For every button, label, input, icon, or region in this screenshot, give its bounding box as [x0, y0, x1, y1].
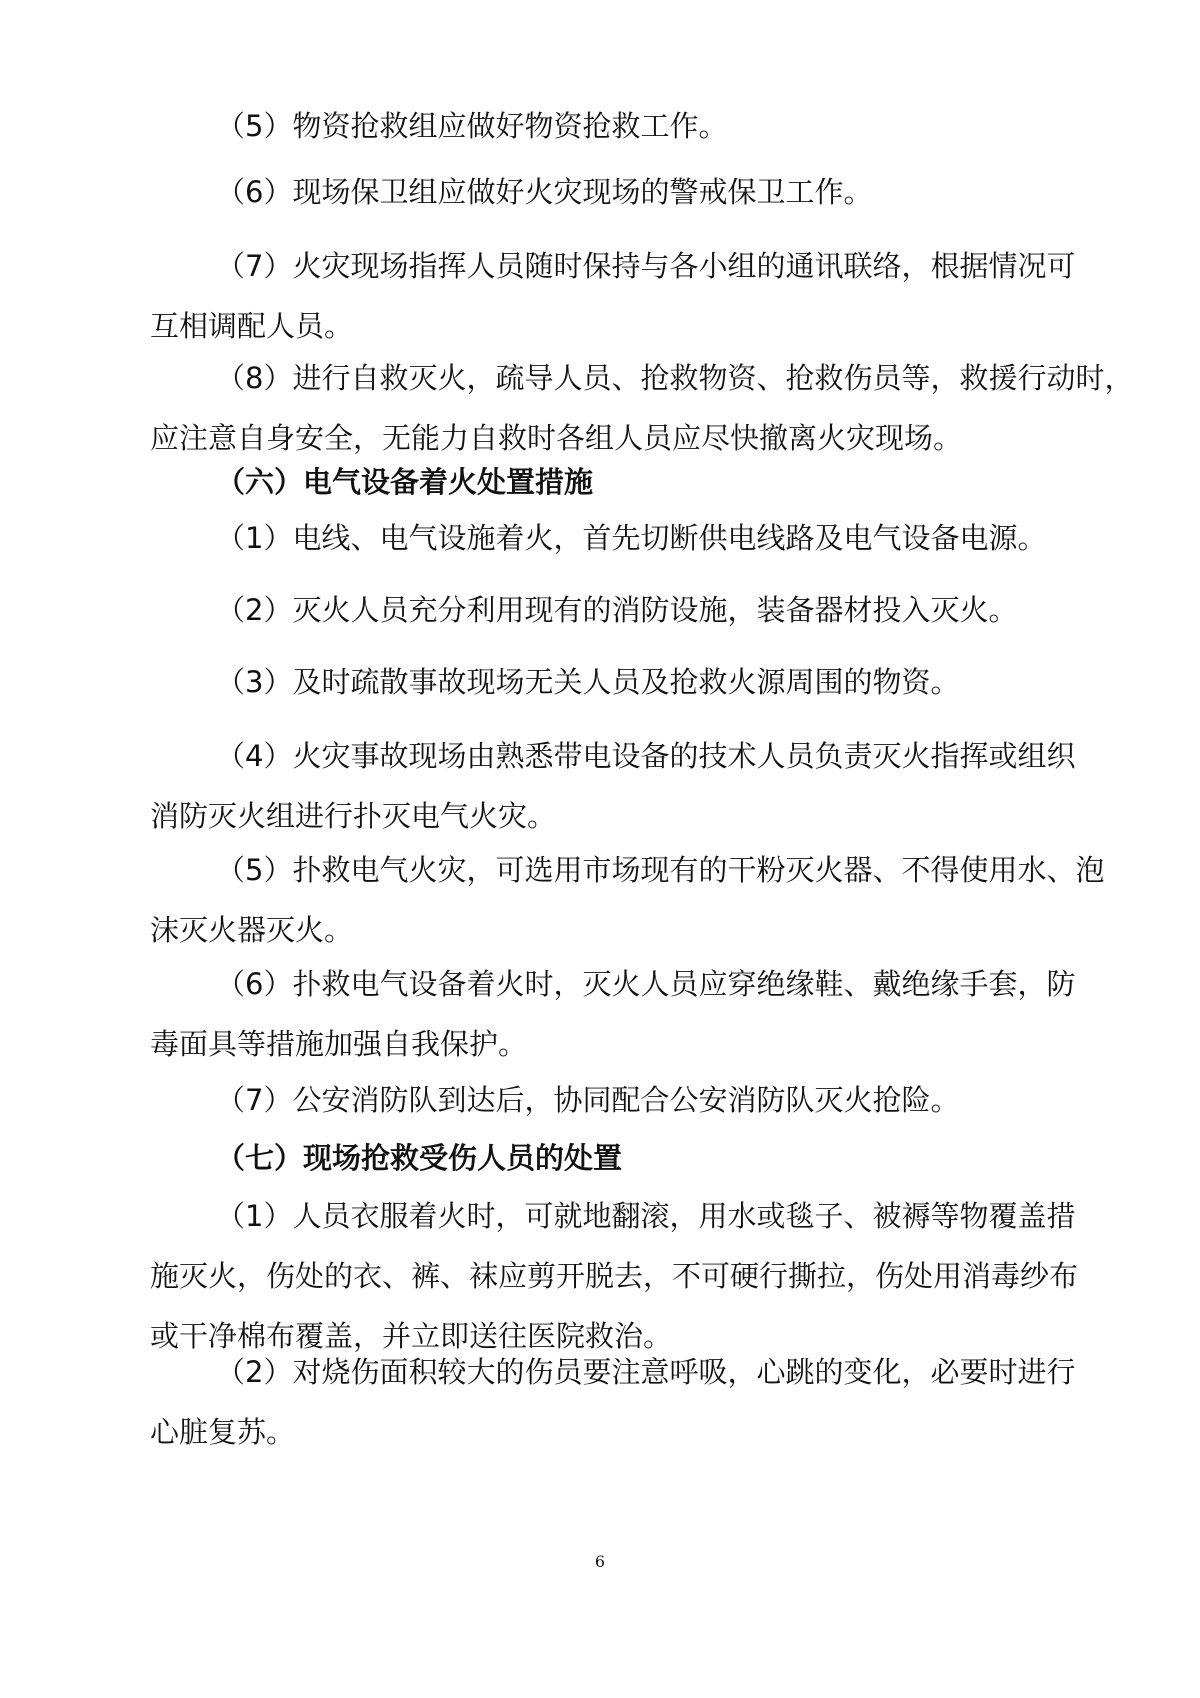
paragraph-2-fire-equipment: （2）灭火人员充分利用现有的消防设施，装备器材投入灭火。 — [216, 593, 1018, 627]
paragraph-4-technician-command: （4）火灾事故现场由熟悉带电设备的技术人员负责灭火指挥或组织 消防灭火组进行扑灭电气火灾。 — [150, 739, 1076, 833]
paragraph-3-evacuate: （3）及时疏散事故现场无关人员及抢救火源周围的物资。 — [216, 665, 960, 699]
paragraph-1-clothes-fire: （1）人员衣服着火时，可就地翻滚，用水或毯子、被褥等物覆盖措 施灭火，伤处的衣、裤、袜应剪开脱去，不可硬行撕拉，伤处用消毒纱布 或干净棉布覆盖，并立即送往医院救治。 — [150, 1199, 1079, 1353]
paragraph-2-burn-victims: （2）对烧伤面积较大的伤员要注意呼吸，心跳的变化，必要时进行 心脏复苏。 — [150, 1355, 1076, 1449]
paragraph-7-fire-brigade: （7）公安消防队到达后，协同配合公安消防队灭火抢险。 — [216, 1083, 960, 1117]
paragraph-5-material-rescue: （5）物资抢救组应做好物资抢救工作。 — [216, 109, 728, 143]
paragraph-1-cut-power: （1）电线、电气设施着火，首先切断供电线路及电气设备电源。 — [216, 521, 1047, 555]
paragraph-8-self-rescue: （8）进行自救灭火，疏导人员、抢救物资、抢救伤员等，救援行动时， 应注意自身安全，无能力自救时各组人员应尽快撤离火灾现场。 — [150, 361, 1134, 455]
section-heading-injured-rescue: （七）现场抢救受伤人员的处置 — [216, 1141, 623, 1175]
page-number: 6 — [594, 1552, 606, 1571]
paragraph-7-command: （7）火灾现场指挥人员随时保持与各小组的通讯联络，根据情况可 互相调配人员。 — [150, 249, 1076, 343]
section-heading-electrical-fire: （六）电气设备着火处置措施 — [216, 465, 594, 499]
paragraph-6-security: （6）现场保卫组应做好火灾现场的警戒保卫工作。 — [216, 175, 873, 209]
paragraph-6-protection: （6）扑救电气设备着火时，灭火人员应穿绝缘鞋、戴绝缘手套，防 毒面具等措施加强自我保护。 — [150, 967, 1076, 1061]
paragraph-5-extinguisher: （5）扑救电气火灾，可选用市场现有的干粉灭火器、不得使用水、泡 沫灭火器灭火。 — [150, 853, 1105, 947]
